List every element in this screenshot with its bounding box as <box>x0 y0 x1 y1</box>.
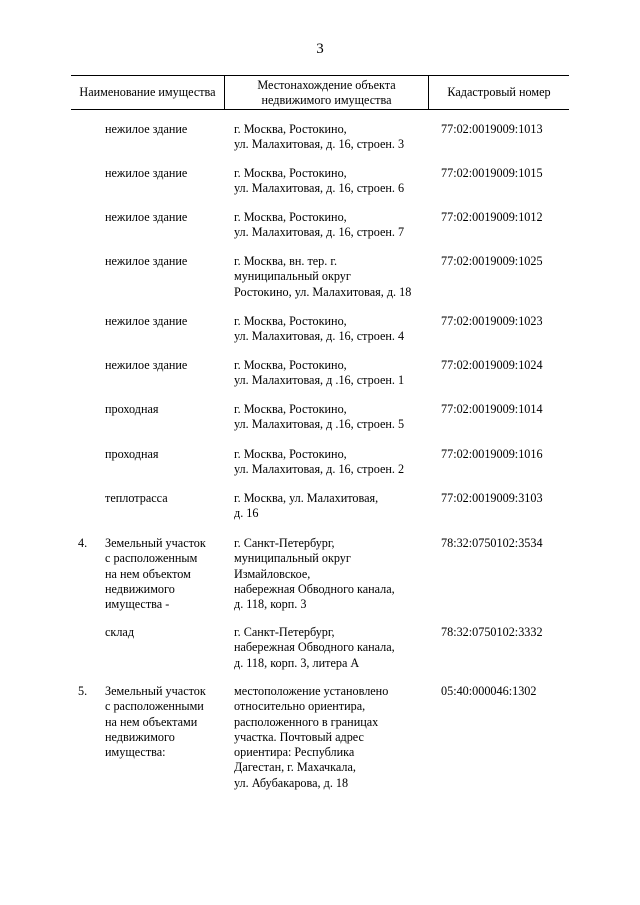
row-location: г. Москва, ул. Малахитовая, д. 16 <box>234 491 379 521</box>
row-location: г. Москва, Ростокино, ул. Малахитовая, д .16, строен. 1 <box>234 358 405 388</box>
header-cadastral: Кадастровый номер <box>447 85 551 99</box>
row-location: г. Москва, Ростокино, ул. Малахитовая, д. 16, строен. 3 <box>234 122 405 152</box>
row-location: г. Москва, Ростокино, ул. Малахитовая, д. 16, строен. 4 <box>234 314 405 344</box>
row-name: склад <box>105 625 135 639</box>
row-cadastral: 77:02:0019009:1023 <box>441 314 543 328</box>
row-cadastral: 77:02:0019009:1025 <box>441 254 543 268</box>
header-location: Местонахождение объекта недвижимого имущества <box>224 76 429 109</box>
row-cadastral: 77:02:0019009:1016 <box>441 447 543 461</box>
row-number: 4. <box>78 536 88 550</box>
row-name: нежилое здание <box>105 314 188 328</box>
row-name: нежилое здание <box>105 210 188 224</box>
header-name: Наименование имущества <box>79 85 216 99</box>
row-location: г. Санкт-Петербург, муниципальный округ Измайловское, набережная Обводного канала, д. 118, корп. 3 <box>234 536 395 612</box>
row-location: г. Москва, Ростокино, ул. Малахитовая, д. 16, строен. 2 <box>234 447 405 477</box>
row-cadastral: 77:02:0019009:3103 <box>441 491 543 505</box>
row-cadastral: 77:02:0019009:1024 <box>441 358 543 372</box>
row-name: нежилое здание <box>105 358 188 372</box>
row-name: теплотрасса <box>105 491 168 505</box>
row-location: г. Москва, Ростокино, ул. Малахитовая, д. 16, строен. 6 <box>234 166 405 196</box>
row-cadastral: 77:02:0019009:1015 <box>441 166 543 180</box>
row-location: г. Санкт-Петербург, набережная Обводного канала, д. 118, корп. 3, литера А <box>234 625 395 670</box>
row-cadastral: 77:02:0019009:1013 <box>441 122 543 136</box>
row-name: Земельный участок с расположенными на нем объектами недвижимого имущества: <box>105 684 206 760</box>
row-name: проходная <box>105 447 159 461</box>
row-name: Земельный участок с расположенным на нем объектом недвижимого имущества - <box>105 536 206 612</box>
row-location: г. Москва, вн. тер. г. муниципальный округ Ростокино, ул. Малахитовая, д. 18 <box>234 254 412 299</box>
row-cadastral: 77:02:0019009:1014 <box>441 402 543 416</box>
row-name: нежилое здание <box>105 166 188 180</box>
row-number: 5. <box>78 684 88 698</box>
row-location: г. Москва, Ростокино, ул. Малахитовая, д .16, строен. 5 <box>234 402 405 432</box>
page-number: 3 <box>316 41 324 57</box>
row-name: нежилое здание <box>105 122 188 136</box>
row-name: нежилое здание <box>105 254 188 268</box>
row-cadastral: 77:02:0019009:1012 <box>441 210 543 224</box>
row-location: г. Москва, Ростокино, ул. Малахитовая, д. 16, строен. 7 <box>234 210 405 240</box>
row-cadastral: 78:32:0750102:3332 <box>441 625 543 639</box>
row-name: проходная <box>105 402 159 416</box>
row-cadastral: 78:32:0750102:3534 <box>441 536 543 550</box>
row-cadastral: 05:40:000046:1302 <box>441 684 537 698</box>
row-location: местоположение установлено относительно ориентира, расположенного в границах участка. Почтовый адрес ориентира: Республика Дагестан, г. Махачкала, ул. Абубакарова, д. 18 <box>234 684 389 790</box>
